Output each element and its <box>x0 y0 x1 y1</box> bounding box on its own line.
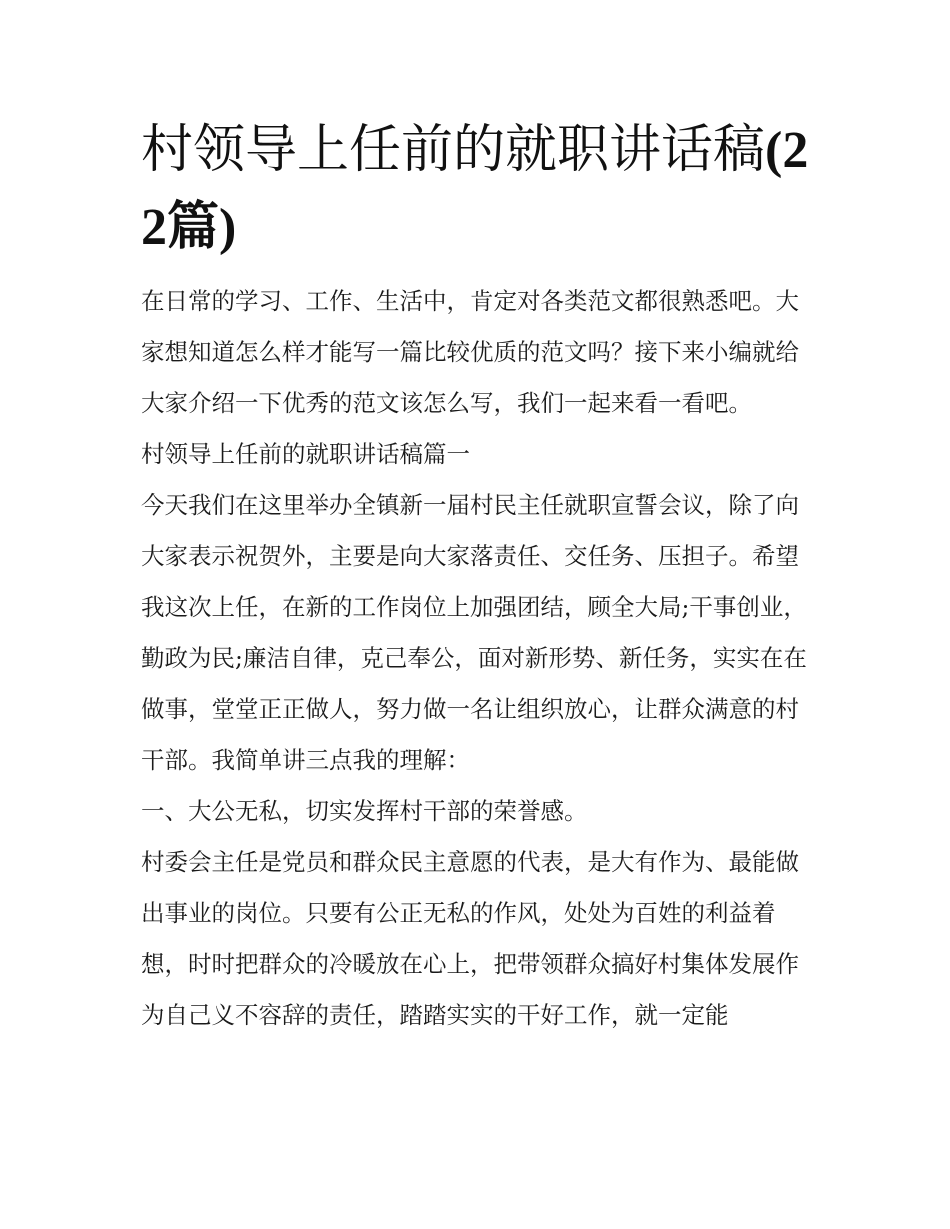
document-body <box>141 276 821 1041</box>
point-heading: 一、大公无私，切实发挥村干部的荣誉感。 <box>141 797 588 825</box>
document-title <box>141 112 821 266</box>
body-paragraph: 村委会主任是党员和群众民主意愿的代表，是大有作为、最能做出事业的岗位。只要有公正无私的作风，处处为百姓的利益着想，时时把群众的冷暖放在心上，把带领群众搞好村集体发展作为自己义不容辞的责任，踏踏实实的干好工作，就一定能 <box>141 848 799 1029</box>
body-paragraph: 今天我们在这里举办全镇新一届村民主任就职宣誓会议，除了向大家表示祝贺外，主要是向大家落责任、交任务、压担子。希望我这次上任，在新的工作岗位上加强团结，顾全大局;干事创业，勤政为民;廉洁自律，克己奉公，面对新形势、新任务，实实在在做事，堂堂正正做人，努力做一名让组织放心，让群众满意的村干部。我简单讲三点我的理解： <box>141 491 807 774</box>
intro-paragraph: 在日常的学习、工作、生活中，肯定对各类范文都很熟悉吧。大家想知道怎么样才能写一篇比较优质的范文吗？接下来小编就给大家介绍一下优秀的范文该怎么写，我们一起来看一看吧。 <box>141 287 799 417</box>
title-suffix: (22篇) <box>141 122 809 256</box>
title-main: 村领导上任前的就职讲话稿 <box>141 120 766 180</box>
section-heading: 村领导上任前的就职讲话稿篇一 <box>141 440 470 468</box>
